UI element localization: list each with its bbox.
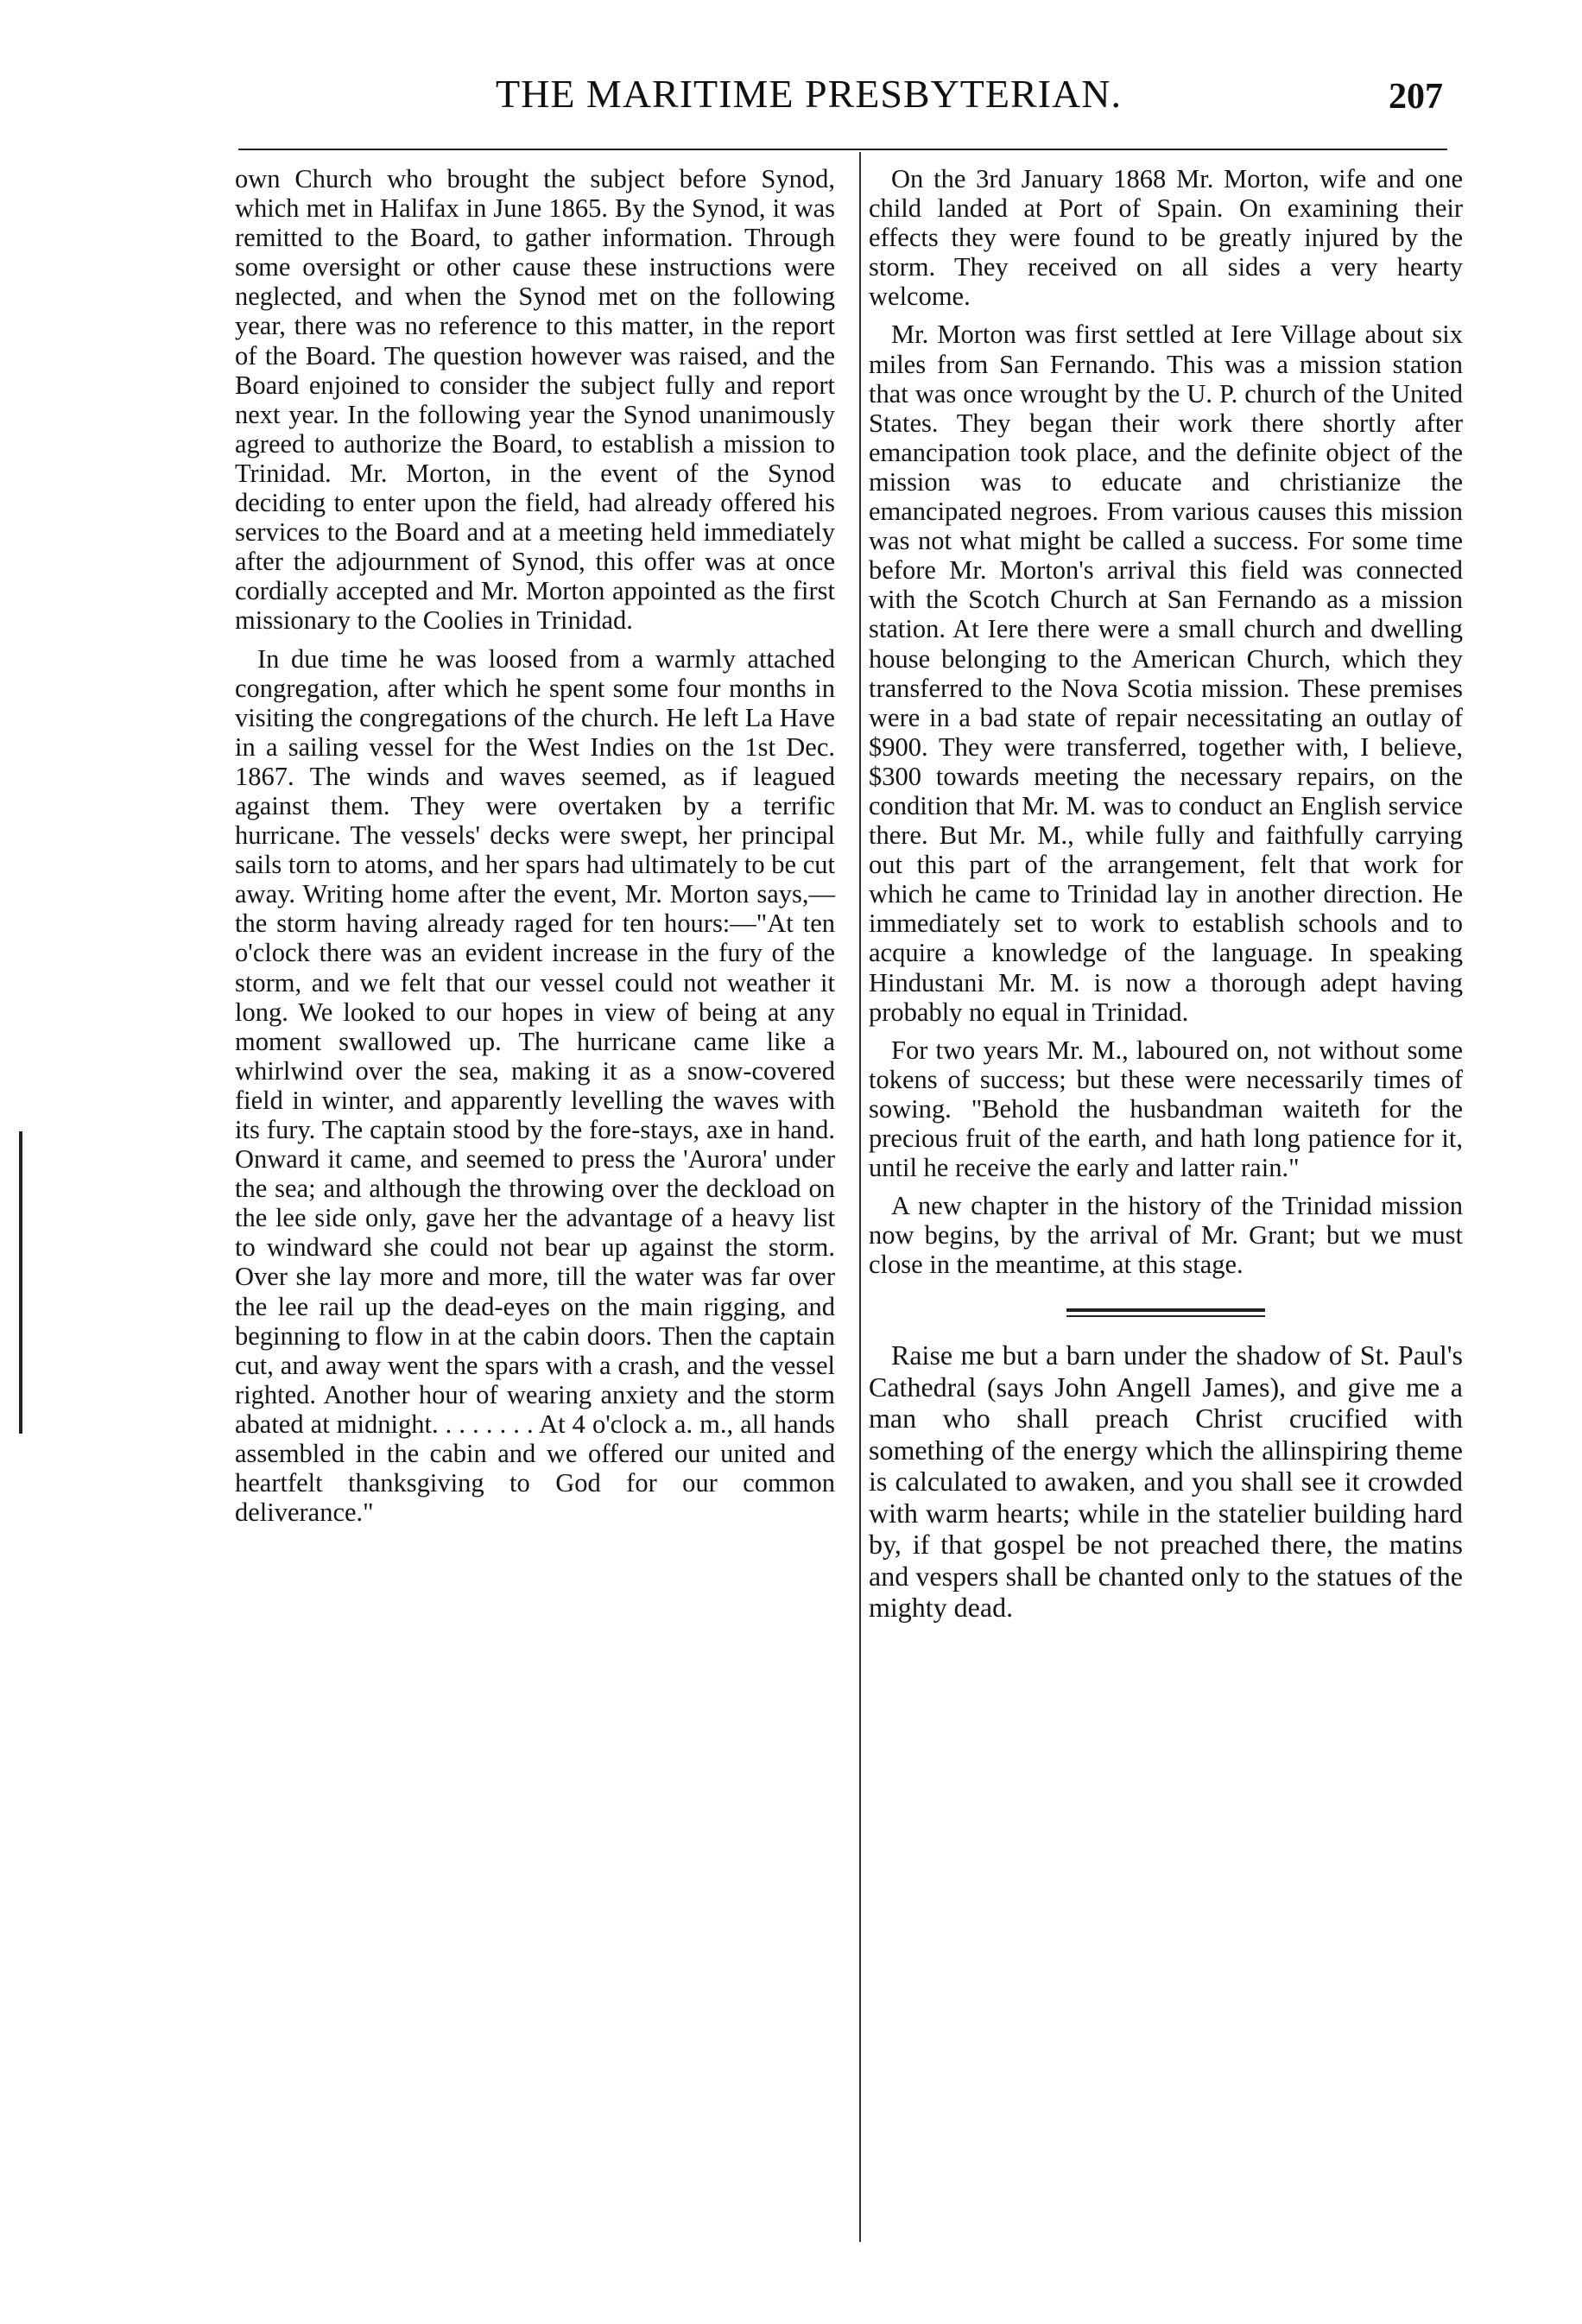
left-column <box>235 164 835 1527</box>
right-paragraph: On the 3rd January 1868 Mr. Morton, wife and one child landed at Port of Spain. On examining their effects they were found to be greatly injured by the storm. They received on all sides a very hearty welcome. <box>869 164 1463 312</box>
filler-paragraph: Raise me but a barn under the shadow of St. Paul's Cathedral (says John Angell James), and give me a man who shall preach Christ crucified with something of the energy which the allinspiring theme is calculated to awaken, and you shall see it crowded with warm hearts; while in the statelier building hard by, if that gospel be not preached there, the matins and vespers shall be chanted only to the statues of the mighty dead. <box>869 1339 1463 1624</box>
header-rule <box>238 149 1447 150</box>
running-head-title: THE MARITIME PRESBYTERIAN. <box>496 72 1122 116</box>
page-number: 207 <box>1389 77 1443 117</box>
left-paragraph: own Church who brought the subject before Synod, which met in Halifax in June 1865. By the Synod, it was remitted to the Board, to gather information. Through some oversight or other cause these instructions were neglected, and when the Synod met on the following year, there was no reference to this matter, in the report of the Board. The question however was raised, and the Board enjoined to consider the subject fully and report next year. In the following year the Synod unanimously agreed to authorize the Board, to establish a mission to Trinidad. Mr. Morton, in the event of the Synod deciding to enter upon the field, had already offered his services to the Board and at a meeting held immediately after the adjournment of Synod, this offer was at once cordially accepted and Mr. Morton appointed as the first missionary to the Coolies in Trinidad. <box>235 164 835 636</box>
right-paragraph: For two years Mr. M., laboured on, not without some tokens of success; but these were necessarily times of sowing. "Behold the husbandman waiteth for the precious fruit of the earth, and hath long patience for it, until he receive the early and latter rain." <box>869 1035 1463 1183</box>
filler-article <box>869 1339 1463 1624</box>
left-paragraph: In due time he was loosed from a warmly attached congregation, after which he spent some four months in visiting the congregations of the church. He left La Have in a sailing vessel for the West Indies on the 1st Dec. 1867. The winds and waves seemed, as if leagued against them. They were overtaken by a terrific hurricane. The vessels' decks were swept, her principal sails torn to atoms, and her spars had ultimately to be cut away. Writing home after the event, Mr. Morton says,—the storm having already raged for ten hours:—"At ten o'clock there was an evident increase in the fury of the storm, and we felt that our vessel could not weather it long. We looked to our hopes in view of being at any moment swallowed up. The hurricane came like a whirlwind over the sea, making it as a snow-covered field in winter, and apparently levelling the waves with its fury. The captain stood by the fore-stays, axe in hand. Onward it came, and seemed to press the 'Aurora' under the sea; and although the throwing over the deckload on the lee side only, gave her the advantage of a heavy list to windward she could not bear up against the storm. Over she lay more and more, till the water was far over the lee rail up the dead-eyes on the main rigging, and beginning to flow in at the cabin doors. Then the captain cut, and away went the spars with a crash, and the vessel righted. Another hour of wearing anxiety and the storm abated at midnight. . . . . . . . At 4 o'clock a. m., all hands assembled in the cabin and we offered our united and heartfelt thanksgiving to God for our common deliverance." <box>235 643 835 1528</box>
right-column <box>869 164 1463 1632</box>
column-divider <box>859 152 861 2242</box>
section-separator-rule <box>1066 1308 1265 1317</box>
right-paragraph: A new chapter in the history of the Trinidad mission now begins, by the arrival of Mr. Grant; but we must close in the meantime, at this stage. <box>869 1191 1463 1280</box>
margin-bracket-mark <box>19 1131 28 1434</box>
right-paragraph: Mr. Morton was first settled at Iere Village about six miles from San Fernando. This was a mission station that was once wrought by the U. P. church of the United States. They began their work there shortly after emancipation took place, and the definite object of the mission was to educate and christianize the emancipated negroes. From various causes this mission was not what might be called a success. For some time before Mr. Morton's arrival this field was connected with the Scotch Church at San Fernando as a mission station. At Iere there were a small church and dwelling house belonging to the American Church, which they transferred to the Nova Scotia mission. These premises were in a bad state of repair necessitating an outlay of $900. They were transferred, together with, I believe, $300 towards meeting the necessary repairs, on the condition that Mr. M. was to conduct an English service there. But Mr. M., while fully and faithfully carrying out this part of the arrangement, felt that work for which he came to Trinidad lay in another direction. He immediately set to work to establish schools and to acquire a knowledge of the language. In speaking Hindustani Mr. M. is now a thorough adept having probably no equal in Trinidad. <box>869 320 1463 1027</box>
